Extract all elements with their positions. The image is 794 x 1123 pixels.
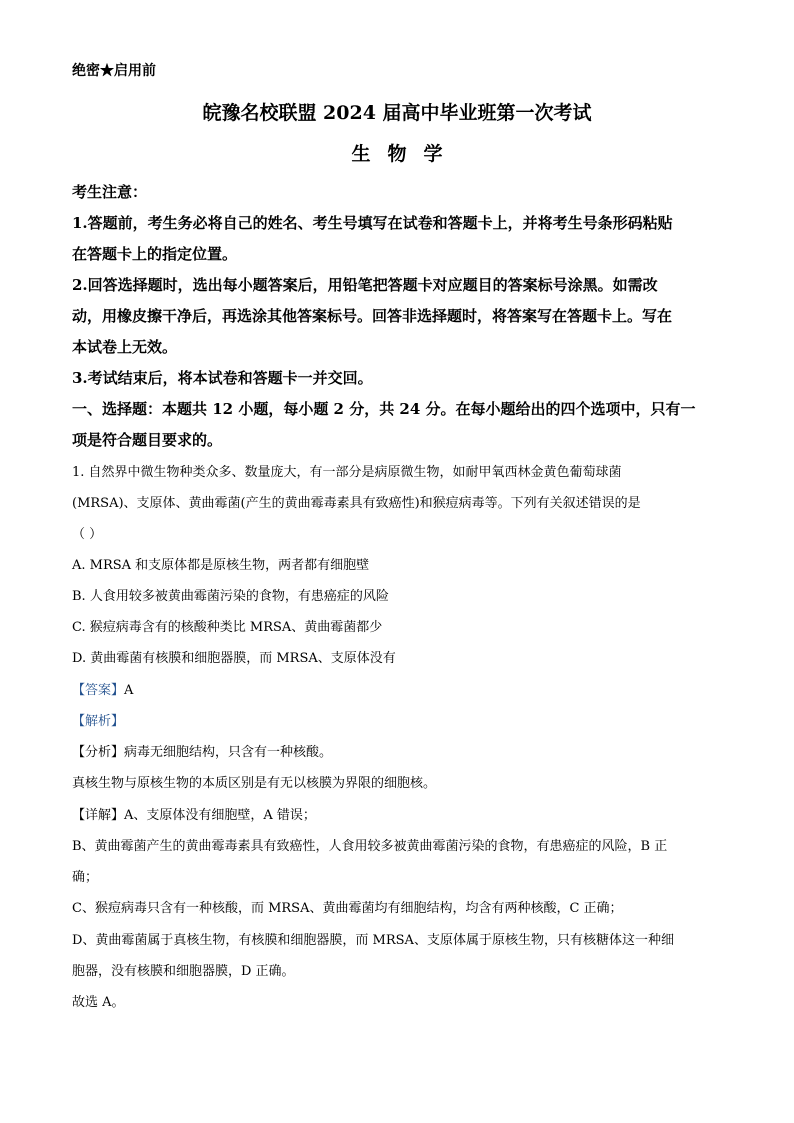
detail-tag: 【详解】 (72, 808, 125, 823)
fenxi-line-2: 真核生物与原核生物的本质区别是有无以核膜为界限的细胞核。 (72, 776, 437, 791)
notice-item-3-line-1: 3.考试结束后，将本试卷和答题卡一并交回。 (72, 369, 373, 387)
detail-c: C、猴痘病毒只含有一种核酸，而 MRSA、黄曲霉菌均有细胞结构，均含有两种核酸，C 正确； (72, 901, 623, 916)
answer-value: A (124, 683, 134, 698)
notice-heading: 考生注意： (72, 183, 148, 201)
detail-a-text: A、支原体没有细胞壁，A 错误； (124, 808, 316, 823)
notice-item-2-line-2: 动，用橡皮擦干净后，再选涂其他答案标号。回答非选择题时，将答案写在答题卡上。写在 (72, 307, 673, 325)
notice-item-1-line-2: 在答题卡上的指定位置。 (72, 245, 238, 263)
option-a: A. MRSA 和支原体都是原核生物，两者都有细胞壁 (72, 558, 370, 573)
option-d: D. 黄曲霉菌有核膜和细胞器膜，而 MRSA、支原体没有 (72, 651, 396, 666)
confidential-label: 绝密★启用前 (72, 63, 156, 79)
notice-item-2-line-3: 本试卷上无效。 (72, 338, 178, 356)
exam-title: 皖豫名校联盟 2024 届高中毕业班第一次考试 (202, 102, 592, 124)
fenxi-tag: 【分析】 (72, 745, 125, 760)
option-c: C. 猴痘病毒含有的核酸种类比 MRSA、黄曲霉菌都少 (72, 620, 383, 635)
detail-b-line-2: 确； (72, 870, 99, 885)
answer-tag: 【答案】 (72, 683, 125, 698)
section-title-line-1: 一、选择题：本题共 12 小题，每小题 2 分，共 24 分。在每小题给出的四个选项中，只有一 (72, 400, 696, 418)
question-1-stem-line-3: （ ） (72, 527, 103, 542)
question-1-stem-line-2: (MRSA)、支原体、黄曲霉菌(产生的黄曲霉毒素具有致癌性)和猴痘病毒等。下列有关叙述错误的是 (72, 496, 641, 511)
detail-line-a (72, 809, 316, 822)
analysis-tag: 【解析】 (72, 714, 125, 729)
question-1-stem-line-1: 1. 自然界中微生物种类众多、数量庞大，有一部分是病原微生物，如耐甲氧西林金黄色葡萄球菌 (72, 465, 622, 480)
option-b: B. 人食用较多被黄曲霉菌污染的食物，有患癌症的风险 (72, 589, 389, 604)
fenxi-text: 病毒无细胞结构，只含有一种核酸。 (124, 745, 333, 760)
section-title-line-2: 项是符合题目要求的。 (72, 431, 223, 449)
detail-d-line-1: D、黄曲霉菌属于真核生物，有核膜和细胞器膜，而 MRSA、支原体属于原核生物，只有核糖体这一种细 (72, 933, 674, 948)
notice-item-1-line-1: 1.答题前，考生务必将自己的姓名、考生号填写在试卷和答题卡上，并将考生号条形码粘贴 (72, 214, 673, 232)
conclusion: 故选 A。 (72, 995, 125, 1010)
answer-line (72, 684, 133, 697)
analysis-line (72, 715, 124, 728)
detail-d-line-2: 胞器，没有核膜和细胞器膜，D 正确。 (72, 964, 295, 979)
notice-item-2-line-1: 2.回答选择题时，选出每小题答案后，用铅笔把答题卡对应题目的答案标号涂黑。如需改 (72, 276, 658, 294)
detail-b-line-1: B、黄曲霉菌产生的黄曲霉毒素具有致癌性，人食用较多被黄曲霉菌污染的食物，有患癌症的风险，B 正 (72, 839, 668, 854)
fenxi-line (72, 746, 332, 759)
subject-title: 生物学 (351, 143, 460, 165)
